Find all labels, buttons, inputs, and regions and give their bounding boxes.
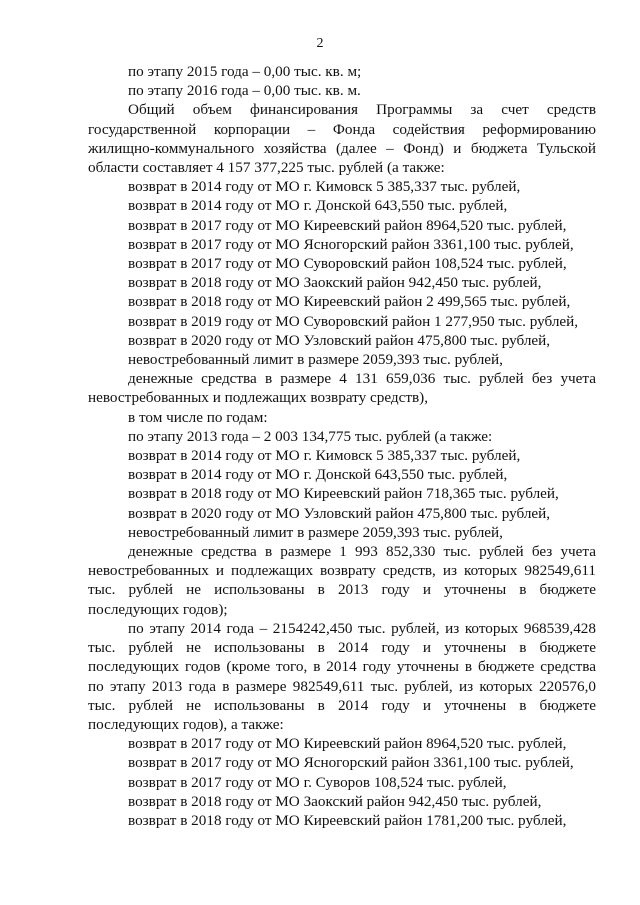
text-line: возврат в 2017 году от МО Ясногорский район 3361,100 тыс. рублей, xyxy=(128,235,574,253)
text-line: возврат в 2014 году от МО г. Кимовск 5 385,337 тыс. рублей, xyxy=(128,178,521,196)
text-line: государственной корпорации – Фонда содействия реформированию xyxy=(88,120,596,138)
text-line: невостребованный лимит в размере 2059,393 тыс. рублей, xyxy=(128,351,503,369)
text-line: тыс. рублей не использованы в 2013 году и уточнены в бюджете xyxy=(88,581,596,599)
text-line: денежные средства в размере 1 993 852,330 тыс. рублей без учета xyxy=(128,543,596,561)
text-line: возврат в 2017 году от МО Киреевский район 8964,520 тыс. рублей, xyxy=(128,735,567,753)
text-line: по этапу 2013 года в размере 982549,611 тыс. рублей, из которых 220576,0 xyxy=(88,677,596,695)
text-line: возврат в 2014 году от МО г. Донской 643,550 тыс. рублей, xyxy=(128,197,508,215)
text-line: возврат в 2018 году от МО Киреевский район 718,365 тыс. рублей, xyxy=(128,485,559,503)
text-line: области составляет 4 157 377,225 тыс. рублей (а также: xyxy=(88,159,445,177)
text-line: по этапу 2015 года – 0,00 тыс. кв. м; xyxy=(128,63,362,80)
text-line: возврат в 2017 году от МО Киреевский район 8964,520 тыс. рублей, xyxy=(128,216,567,234)
text-line: возврат в 2020 году от МО Узловский район 475,800 тыс. рублей, xyxy=(128,504,551,522)
text-line: возврат в 2018 году от МО Заокский район 942,450 тыс. рублей, xyxy=(128,274,542,292)
document-body xyxy=(88,62,596,830)
text-line: по этапу 2014 года – 2154242,450 тыс. рублей, из которых 968539,428 xyxy=(128,619,596,637)
text-line: по этапу 2016 года – 0,00 тыс. кв. м. xyxy=(128,82,361,100)
text-line: возврат в 2018 году от МО Киреевский район 1781,200 тыс. рублей, xyxy=(128,811,567,829)
text-line: денежные средства в размере 4 131 659,036 тыс. рублей без учета xyxy=(128,370,596,388)
text-line: тыс. рублей не использованы в 2014 году и уточнены в бюджете xyxy=(88,696,596,714)
text-line: возврат в 2017 году от МО Суворовский район 108,524 тыс. рублей, xyxy=(128,255,567,273)
text-line: возврат в 2014 году от МО г. Донской 643,550 тыс. рублей, xyxy=(128,466,508,484)
text-line: возврат в 2019 году от МО Суворовский район 1 277,950 тыс. рублей, xyxy=(128,312,579,330)
text-line: возврат в 2017 году от МО г. Суворов 108,524 тыс. рублей, xyxy=(128,773,507,791)
text-line: невостребованный лимит в размере 2059,393 тыс. рублей, xyxy=(128,523,503,541)
text-line: в том числе по годам: xyxy=(128,408,268,426)
text-line: жилищно-коммунального хозяйства (далее – Фонд) и бюджета Тульской xyxy=(88,139,596,157)
page-number: 2 xyxy=(316,36,324,51)
text-line: возврат в 2020 году от МО Узловский район 475,800 тыс. рублей, xyxy=(128,331,551,349)
text-line: невостребованных и подлежащих возврату средств, из которых 982549,611 xyxy=(88,562,596,580)
text-line: Общий объем финансирования Программы за счет средств xyxy=(128,101,596,119)
text-line: последующих годов); xyxy=(88,600,228,618)
text-line: возврат в 2018 году от МО Киреевский район 2 499,565 тыс. рублей, xyxy=(128,293,571,311)
text-line: возврат в 2018 году от МО Заокский район 942,450 тыс. рублей, xyxy=(128,792,542,810)
text-line: последующих годов (кроме того, в 2014 году уточнены в бюджете средства xyxy=(88,658,596,676)
text-line: невостребованных и подлежащих возврату средств), xyxy=(88,389,428,407)
text-line: тыс. рублей не использованы в 2014 году и уточнены в бюджете xyxy=(88,639,596,657)
text-line: последующих годов), а также: xyxy=(88,715,284,733)
text-line: по этапу 2013 года – 2 003 134,775 тыс. рублей (а также: xyxy=(128,427,493,445)
text-line: возврат в 2017 году от МО Ясногорский район 3361,100 тыс. рублей, xyxy=(128,754,574,772)
text-line: возврат в 2014 году от МО г. Кимовск 5 385,337 тыс. рублей, xyxy=(128,447,521,465)
